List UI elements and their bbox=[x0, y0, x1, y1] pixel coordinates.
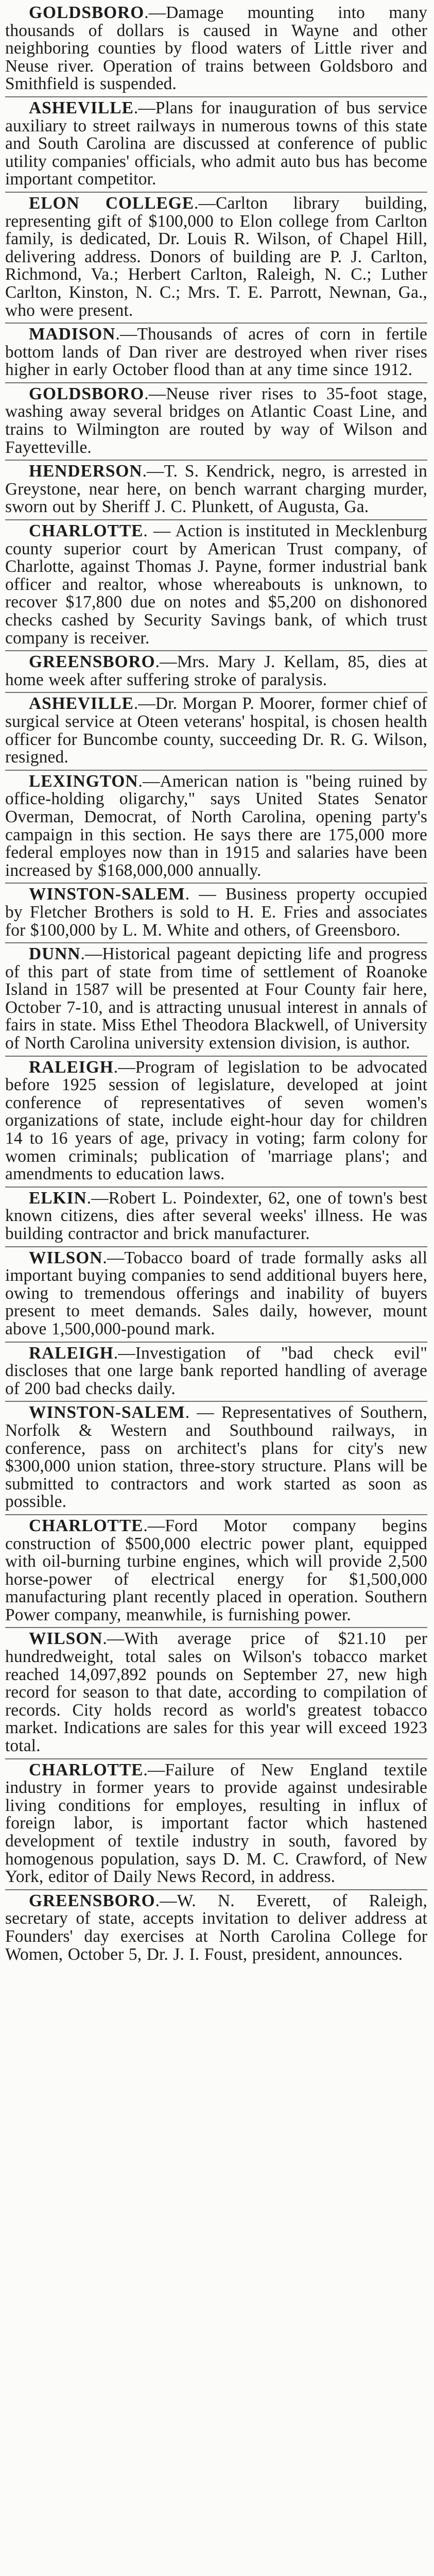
news-dateline: RALEIGH bbox=[29, 1057, 114, 1077]
news-body: . — Action is instituted in Mecklenburg county superior court by American Trust company, of Charlotte, against Thomas J. Payne, former industrial bank officer and realtor, whose whereabouts is unknown, to recover $17,800 due on notes and $5,200 on dishonored checks cashed by Security Savings bank, of which trust company is receiver. bbox=[5, 521, 427, 648]
news-body: .—Dr. Morgan P. Moorer, former chief of surgical service at Oteen veterans' hospital, is chosen health officer for Buncombe county, succeeding Dr. R. G. Wilson, resigned. bbox=[5, 694, 427, 767]
news-item-text bbox=[5, 1761, 427, 1886]
news-item bbox=[5, 1247, 427, 1343]
news-item-text bbox=[5, 695, 427, 766]
news-dateline: GREENSBORO bbox=[29, 1891, 155, 1910]
news-body: .—Program of legislation to be advocated before 1925 session of legislature, developed at joint conference of representatives of seven women's organizations of state, include eight-hour day for children 14 to 16 years of age, privacy in voting; farm colony for women criminals; publication of 'marriage plans'; and amendments to education laws. bbox=[5, 1057, 427, 1184]
news-item-text bbox=[5, 1345, 427, 1398]
news-item-text bbox=[5, 195, 427, 319]
news-item bbox=[5, 651, 427, 693]
news-item bbox=[5, 1402, 427, 1515]
news-dateline: RALEIGH bbox=[29, 1343, 114, 1363]
news-body: .—Thousands of acres of corn in fertile bottom lands of Dan river are destroyed when river rises higher in early October flood than at any time since 1912. bbox=[5, 325, 427, 380]
news-body: .—Failure of New England textile industry in former years to provide against undesirable living conditions for employes, resulting in influx of foreign labor, is important factor which hastened development of textile industry in south, favored by homogenous population, says D. M. C. Crawford, of New York, editor of Daily News Record, in address. bbox=[5, 1760, 427, 1887]
news-body: .—Tobacco board of trade formally asks all important buying companies to send additional buyers here, owing to tremendous offerings and inability of buyers present to meet demands. Sales daily, however, mount above 1,500,000-pound mark. bbox=[5, 1248, 427, 1338]
news-dateline: ELKIN bbox=[29, 1188, 87, 1208]
news-dateline: MADISON bbox=[29, 325, 116, 344]
news-item bbox=[5, 1515, 427, 1629]
news-item-text bbox=[5, 1059, 427, 1183]
news-item-text bbox=[5, 886, 427, 939]
news-body: .—Historical pageant depicting life and progress of this part of state from time of settlement of Roanoke Island in 1587 will be presented at Four County fair here, October 7-10, and is attracting unusual interest in annals of fairs in state. Miss Ethel Theodora Blackwell, of University of North Carolina university extension division, is author. bbox=[5, 944, 427, 1053]
news-body: .—American nation is "being ruined by office-holding oligarchy," says United States Senator Overman, Democrat, of North Carolina, opening party's campaign in this section. He says there are 175,000 more federal employes now than in 1915 and salaries have been increased by $168,000,000 annually. bbox=[5, 771, 427, 880]
news-item-text bbox=[5, 326, 427, 379]
news-dateline: WINSTON-SALEM bbox=[29, 885, 185, 904]
news-item bbox=[5, 2, 427, 97]
news-item bbox=[5, 97, 427, 193]
news-dateline: GOLDSBORO bbox=[29, 3, 145, 22]
news-item-text bbox=[5, 1630, 427, 1755]
news-item bbox=[5, 693, 427, 770]
news-dateline: WILSON bbox=[29, 1248, 103, 1267]
news-body: . — Representatives of Southern, Norfolk & Western and Southbound railways, in conference, pass on architect's plans for city's new $300,000 union station, three-story structure. Plans will be submitted to contractors and work started as soon as possible. bbox=[5, 1403, 427, 1512]
news-dateline: GOLDSBORO bbox=[29, 384, 145, 403]
news-item bbox=[5, 943, 427, 1057]
news-item-text bbox=[5, 1404, 427, 1511]
news-body: . — Business property occupied by Fletcher Brothers is sold to H. E. Fries and associates for $100,000 by L. M. White and others, of Greensboro. bbox=[5, 885, 427, 940]
news-dateline: CHARLOTTE bbox=[29, 1760, 144, 1780]
news-body: .—Carlton library building, representing gift of $100,000 to Elon college from Carlton family, is dedicated, Dr. Louis R. Wilson, of Chapel Hill, delivering address. Donors of building are P. J. Carlton, Richmond, Va.; Herbert Carlton, Raleigh, N. C.; Luther Carlton, Kinston, N. C.; Mrs. T. E. Parrott, Newnan, Ga., who were present. bbox=[5, 193, 427, 320]
news-body: .—Robert L. Poindexter, 62, one of town's best known citizens, dies after several weeks' illness. He was building contractor and brick manufacturer. bbox=[5, 1188, 427, 1243]
news-item bbox=[5, 324, 427, 383]
news-dateline: GREENSBORO bbox=[29, 652, 155, 672]
news-item bbox=[5, 884, 427, 943]
news-body: .—Ford Motor company begins construction of $500,000 electric power plant, equipped with oil-burning turbine engines, which will provide 2,500 horse-power of electrical energy for $1,500,000 manufacturing plant recently placed in operation. Southern Power company, meanwhile, is furnishing power. bbox=[5, 1516, 427, 1624]
news-dateline: WILSON bbox=[29, 1629, 103, 1649]
news-item-text bbox=[5, 385, 427, 456]
news-item bbox=[5, 1890, 427, 1967]
news-dateline: ASHEVILLE bbox=[29, 694, 134, 714]
news-dateline: DUNN bbox=[29, 944, 81, 964]
news-item bbox=[5, 383, 427, 461]
news-body: .—W. N. Everett, of Raleigh, secretary of state, accepts invitation to deliver address at Founders' day exercises at North Carolina College for Women, October 5, Dr. J. I. Foust, president, announces. bbox=[5, 1891, 427, 1964]
news-body: .—Plans for inauguration of bus service auxiliary to street railways in numerous towns of this state and South Carolina are discussed at conference of public utility companies' officials, who admit auto bus has become important competitor. bbox=[5, 98, 427, 189]
news-item bbox=[5, 771, 427, 884]
news-item bbox=[5, 1188, 427, 1247]
news-item bbox=[5, 193, 427, 324]
news-item-text bbox=[5, 945, 427, 1053]
news-column bbox=[5, 2, 427, 1967]
news-item bbox=[5, 1057, 427, 1188]
news-body: .—Neuse river rises to 35-foot stage, washing away several bridges on Atlantic Coast Line, and trains to Wilmington are routed by way of Wilson and Fayetteville. bbox=[5, 384, 427, 457]
news-item-text bbox=[5, 1892, 427, 1963]
news-body: .—Damage mounting into many thousands of dollars is caused in Wayne and other neighboring counties by flood waters of Little river and Neuse river. Operation of trains between Goldsboro and Smithfield is suspended. bbox=[5, 3, 427, 94]
news-item-text bbox=[5, 1249, 427, 1338]
news-item-text bbox=[5, 653, 427, 689]
news-body: .—Investigation of "bad check evil" discloses that one large bank reported handling of average of 200 bad checks daily. bbox=[5, 1343, 427, 1398]
news-dateline: ASHEVILLE bbox=[29, 98, 134, 117]
news-item-text bbox=[5, 1190, 427, 1243]
news-item-text bbox=[5, 4, 427, 93]
news-item-text bbox=[5, 463, 427, 516]
news-item-text bbox=[5, 1517, 427, 1624]
news-item-text bbox=[5, 522, 427, 647]
news-item-text bbox=[5, 99, 427, 189]
news-body: .—Mrs. Mary J. Kellam, 85, dies at home week after suffering stroke of paralysis. bbox=[5, 652, 427, 689]
news-item bbox=[5, 461, 427, 520]
news-item bbox=[5, 520, 427, 651]
news-body: .—T. S. Kendrick, negro, is arrested in Greystone, near here, on bench warrant charging murder, sworn out by Sheriff J. C. Plunkett, of Augusta, Ga. bbox=[5, 462, 427, 517]
news-item bbox=[5, 1759, 427, 1890]
news-dateline: CHARLOTTE bbox=[29, 521, 144, 541]
news-dateline: CHARLOTTE bbox=[29, 1516, 144, 1535]
news-dateline: WINSTON-SALEM bbox=[29, 1403, 185, 1422]
news-dateline: LEXINGTON bbox=[29, 771, 138, 791]
news-body: .—With average price of $21.10 per hundredweight, total sales on Wilson's tobacco market reached 14,097,892 pounds on September 27, new high record for season to that date, according to compilation of records. City holds record as world's greatest tobacco market. Indications are sales for this year will exceed 1923 total. bbox=[5, 1629, 427, 1756]
news-item-text bbox=[5, 773, 427, 880]
news-item bbox=[5, 1343, 427, 1402]
news-item bbox=[5, 1628, 427, 1759]
news-dateline: HENDERSON bbox=[29, 462, 143, 481]
news-dateline: ELON COLLEGE bbox=[29, 193, 194, 213]
